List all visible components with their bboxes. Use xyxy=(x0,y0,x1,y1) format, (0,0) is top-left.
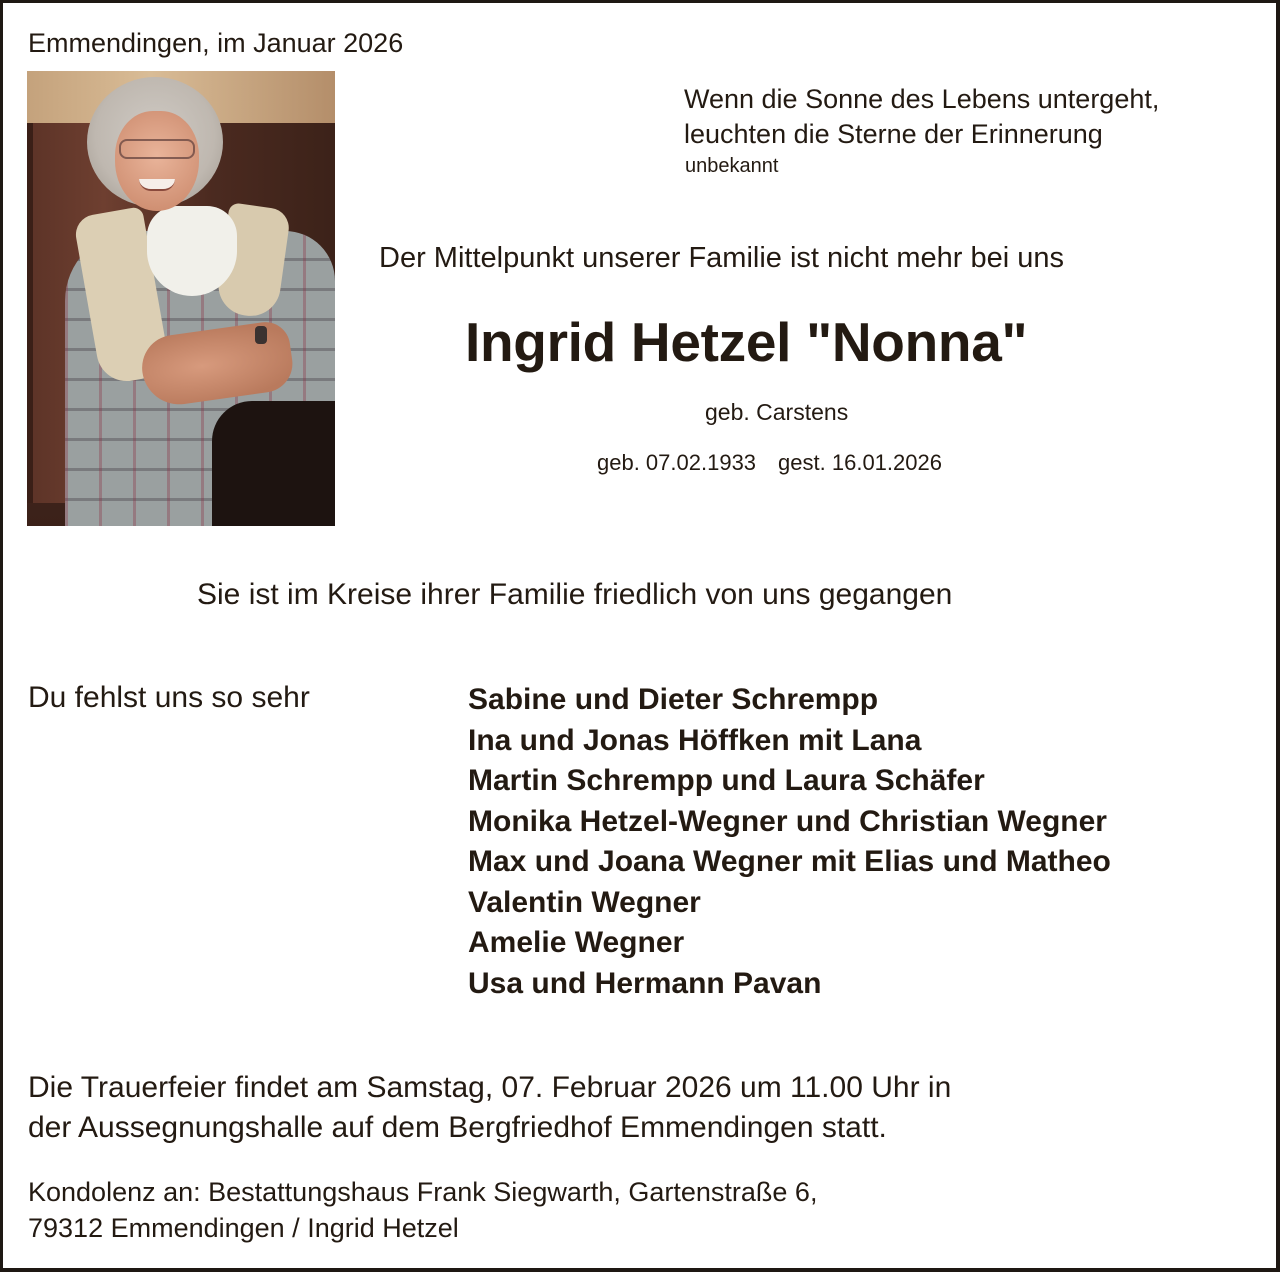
service-line: der Aussegnungshalle auf dem Bergfriedhof Emmendingen statt. xyxy=(28,1111,887,1144)
quote-line: Wenn die Sonne des Lebens untergeht, xyxy=(684,84,1160,114)
quote-author: unbekannt xyxy=(685,155,779,177)
mourner: Amelie Wegner xyxy=(468,926,685,959)
quote xyxy=(684,82,1159,152)
passing-text: Sie ist im Kreise ihrer Familie friedlich von uns gegangen xyxy=(197,578,953,611)
mourners-list xyxy=(468,680,1111,1004)
life-dates xyxy=(597,450,942,476)
deceased-name: Ingrid Hetzel "Nonna" xyxy=(465,311,1028,373)
lead-text: Der Mittelpunkt unserer Familie ist nicht mehr bei uns xyxy=(379,242,1064,274)
condolence-info xyxy=(28,1174,817,1246)
mourner: Max und Joana Wegner mit Elias und Matheo xyxy=(468,845,1111,878)
birth-date: geb. 07.02.1933 xyxy=(597,450,757,475)
condolence-line: 79312 Emmendingen / Ingrid Hetzel xyxy=(28,1213,459,1243)
mourner: Sabine und Dieter Schrempp xyxy=(468,683,879,716)
place-date: Emmendingen, im Januar 2026 xyxy=(28,28,404,58)
death-date: gest. 16.01.2026 xyxy=(778,450,942,475)
quote-line: leuchten die Sterne der Erinnerung xyxy=(684,119,1103,149)
mourner: Ina und Jonas Höffken mit Lana xyxy=(468,723,922,757)
service-info xyxy=(28,1068,951,1148)
portrait-photo xyxy=(27,71,335,526)
condolence-line: Kondolenz an: Bestattungshaus Frank Siegwarth, Gartenstraße 6, xyxy=(28,1177,818,1207)
mourner: Monika Hetzel-Wegner und Christian Wegner xyxy=(468,804,1107,838)
service-line: Die Trauerfeier findet am Samstag, 07. Februar 2026 um 11.00 Uhr in xyxy=(28,1071,952,1104)
mourner: Martin Schrempp und Laura Schäfer xyxy=(468,764,985,797)
maiden-name: geb. Carstens xyxy=(705,399,849,425)
mourner: Valentin Wegner xyxy=(468,885,701,919)
photo-glasses xyxy=(119,139,195,159)
mourner: Usa und Hermann Pavan xyxy=(468,966,822,1000)
photo-watch xyxy=(255,326,267,344)
photo-scarf xyxy=(147,206,237,296)
photo-face xyxy=(115,111,199,211)
photo-lap xyxy=(212,401,335,526)
miss-text: Du fehlst uns so sehr xyxy=(28,681,310,714)
photo-sofa-seam xyxy=(27,123,33,503)
